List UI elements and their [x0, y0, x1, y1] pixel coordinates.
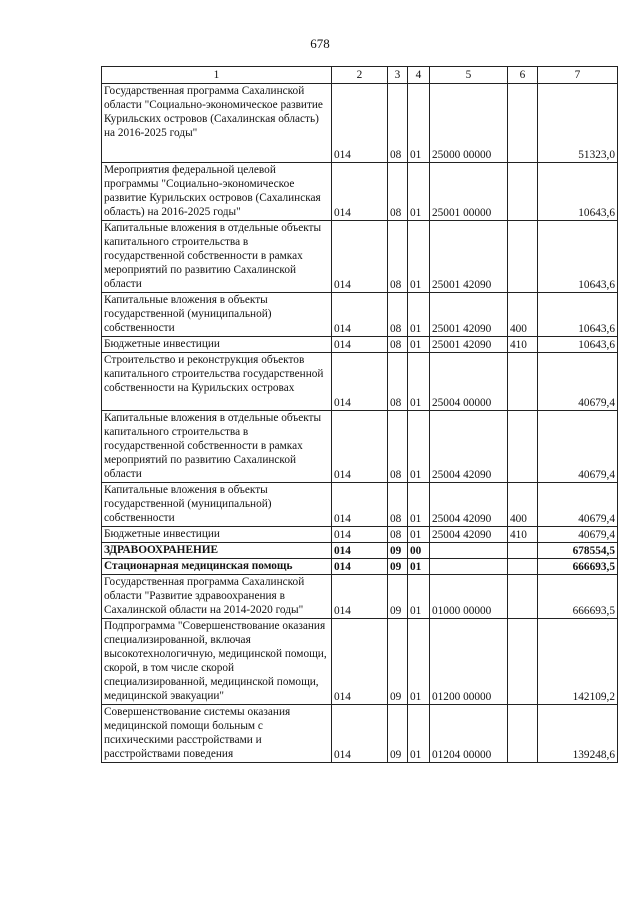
row-code-expense-type — [508, 705, 538, 763]
header-row — [102, 67, 618, 84]
row-code-ministry: 014 — [332, 559, 388, 575]
header-col-5: 5 — [430, 67, 508, 84]
table-row — [102, 84, 618, 163]
row-name: Капитальные вложения в объекты государственной (муниципальной) собственности — [102, 293, 332, 337]
row-code-ministry: 014 — [332, 483, 388, 527]
table-row — [102, 163, 618, 221]
row-code-ministry: 014 — [332, 293, 388, 337]
row-name: Строительство и реконструкция объектов капитального строительства государственной собственности на Курильских островах — [102, 353, 332, 411]
row-code-subsection: 01 — [408, 293, 430, 337]
row-code-ministry: 014 — [332, 575, 388, 619]
table-row — [102, 293, 618, 337]
row-code-expense-type — [508, 221, 538, 293]
row-amount: 51323,0 — [538, 84, 618, 163]
row-code-expense-type — [508, 575, 538, 619]
row-code-section: 08 — [388, 483, 408, 527]
row-code-target: 01000 00000 — [430, 575, 508, 619]
row-amount: 666693,5 — [538, 575, 618, 619]
row-name: Государственная программа Сахалинской области "Развитие здравоохранения в Сахалинской области на 2014-2020 годы" — [102, 575, 332, 619]
row-name: Капитальные вложения в объекты государственной (муниципальной) собственности — [102, 483, 332, 527]
row-code-section: 08 — [388, 337, 408, 353]
row-code-subsection: 01 — [408, 353, 430, 411]
row-code-ministry: 014 — [332, 527, 388, 543]
row-amount: 142109,2 — [538, 619, 618, 705]
table-row — [102, 543, 618, 559]
row-amount: 40679,4 — [538, 483, 618, 527]
row-amount: 10643,6 — [538, 163, 618, 221]
row-name: Капитальные вложения в отдельные объекты капитального строительства в государственной собственности в рамках мероприятий по развитию Сахалинской области — [102, 221, 332, 293]
row-code-expense-type — [508, 559, 538, 575]
row-name: Подпрограмма "Совершенствование оказания специализированной, включая высокотехнологичную, медицинской помощи, скорой, в том числе скорой специализированной, медицинской помощи, медицинской эвакуации" — [102, 619, 332, 705]
row-code-subsection: 00 — [408, 543, 430, 559]
row-code-ministry: 014 — [332, 543, 388, 559]
row-code-section: 08 — [388, 163, 408, 221]
header-col-4: 4 — [408, 67, 430, 84]
row-name: ЗДРАВООХРАНЕНИЕ — [102, 543, 332, 559]
row-code-section: 09 — [388, 559, 408, 575]
row-code-target: 25004 42090 — [430, 411, 508, 483]
table-row — [102, 559, 618, 575]
row-amount: 10643,6 — [538, 293, 618, 337]
header-col-1: 1 — [102, 67, 332, 84]
row-code-target — [430, 543, 508, 559]
table-row — [102, 353, 618, 411]
row-code-subsection: 01 — [408, 411, 430, 483]
row-code-section: 08 — [388, 411, 408, 483]
row-code-target: 25000 00000 — [430, 84, 508, 163]
row-code-expense-type — [508, 163, 538, 221]
row-code-target: 01200 00000 — [430, 619, 508, 705]
row-code-ministry: 014 — [332, 619, 388, 705]
table-row — [102, 619, 618, 705]
row-code-target: 01204 00000 — [430, 705, 508, 763]
header-col-6: 6 — [508, 67, 538, 84]
row-code-section: 09 — [388, 705, 408, 763]
header-col-7: 7 — [538, 67, 618, 84]
row-code-expense-type: 400 — [508, 293, 538, 337]
row-name: Государственная программа Сахалинской области "Социально-экономическое развитие Курильских островов (Сахалинская область) на 2016-2025 годы" — [102, 84, 332, 163]
table-row — [102, 483, 618, 527]
header-col-2: 2 — [332, 67, 388, 84]
row-name: Бюджетные инвестиции — [102, 337, 332, 353]
row-code-section: 09 — [388, 543, 408, 559]
row-code-subsection: 01 — [408, 337, 430, 353]
row-code-ministry: 014 — [332, 705, 388, 763]
row-amount: 666693,5 — [538, 559, 618, 575]
row-code-expense-type: 400 — [508, 483, 538, 527]
row-amount: 10643,6 — [538, 221, 618, 293]
table-row — [102, 221, 618, 293]
table-row — [102, 527, 618, 543]
row-code-expense-type — [508, 411, 538, 483]
row-name: Капитальные вложения в отдельные объекты капитального строительства в государственной собственности в рамках мероприятий по развитию Сахалинской области — [102, 411, 332, 483]
table-row — [102, 575, 618, 619]
row-code-expense-type — [508, 619, 538, 705]
row-code-target: 25004 42090 — [430, 483, 508, 527]
row-code-ministry: 014 — [332, 221, 388, 293]
row-code-expense-type — [508, 353, 538, 411]
row-code-target: 25001 00000 — [430, 163, 508, 221]
row-code-ministry: 014 — [332, 411, 388, 483]
row-code-section: 08 — [388, 221, 408, 293]
table-row — [102, 705, 618, 763]
page-number: 678 — [310, 36, 330, 51]
row-amount: 678554,5 — [538, 543, 618, 559]
row-code-subsection: 01 — [408, 575, 430, 619]
row-code-section: 08 — [388, 84, 408, 163]
row-name: Совершенствование системы оказания медицинской помощи больным с психическими расстройствами и расстройствами поведения — [102, 705, 332, 763]
row-code-subsection: 01 — [408, 84, 430, 163]
row-code-ministry: 014 — [332, 84, 388, 163]
row-code-section: 09 — [388, 575, 408, 619]
row-code-ministry: 014 — [332, 337, 388, 353]
row-code-section: 08 — [388, 527, 408, 543]
row-code-subsection: 01 — [408, 619, 430, 705]
row-amount: 40679,4 — [538, 527, 618, 543]
budget-table — [101, 66, 618, 763]
row-code-ministry: 014 — [332, 353, 388, 411]
row-code-subsection: 01 — [408, 559, 430, 575]
row-code-target: 25004 42090 — [430, 527, 508, 543]
row-code-subsection: 01 — [408, 705, 430, 763]
row-code-subsection: 01 — [408, 527, 430, 543]
row-name: Бюджетные инвестиции — [102, 527, 332, 543]
row-amount: 139248,6 — [538, 705, 618, 763]
row-code-target — [430, 559, 508, 575]
row-code-target: 25004 00000 — [430, 353, 508, 411]
row-code-expense-type: 410 — [508, 527, 538, 543]
row-amount: 40679,4 — [538, 353, 618, 411]
table-row — [102, 337, 618, 353]
row-code-target: 25001 42090 — [430, 293, 508, 337]
row-amount: 40679,4 — [538, 411, 618, 483]
row-code-expense-type — [508, 84, 538, 163]
row-code-section: 09 — [388, 619, 408, 705]
row-code-subsection: 01 — [408, 483, 430, 527]
table-row — [102, 411, 618, 483]
row-code-expense-type — [508, 543, 538, 559]
row-code-section: 08 — [388, 353, 408, 411]
header-col-3: 3 — [388, 67, 408, 84]
row-code-expense-type: 410 — [508, 337, 538, 353]
row-code-subsection: 01 — [408, 163, 430, 221]
row-name: Стационарная медицинская помощь — [102, 559, 332, 575]
row-code-target: 25001 42090 — [430, 221, 508, 293]
row-code-ministry: 014 — [332, 163, 388, 221]
row-code-target: 25001 42090 — [430, 337, 508, 353]
row-code-section: 08 — [388, 293, 408, 337]
row-code-subsection: 01 — [408, 221, 430, 293]
row-name: Мероприятия федеральной целевой программы "Социально-экономическое развитие Курильских островов (Сахалинская область) на 2016-2025 годы" — [102, 163, 332, 221]
row-amount: 10643,6 — [538, 337, 618, 353]
